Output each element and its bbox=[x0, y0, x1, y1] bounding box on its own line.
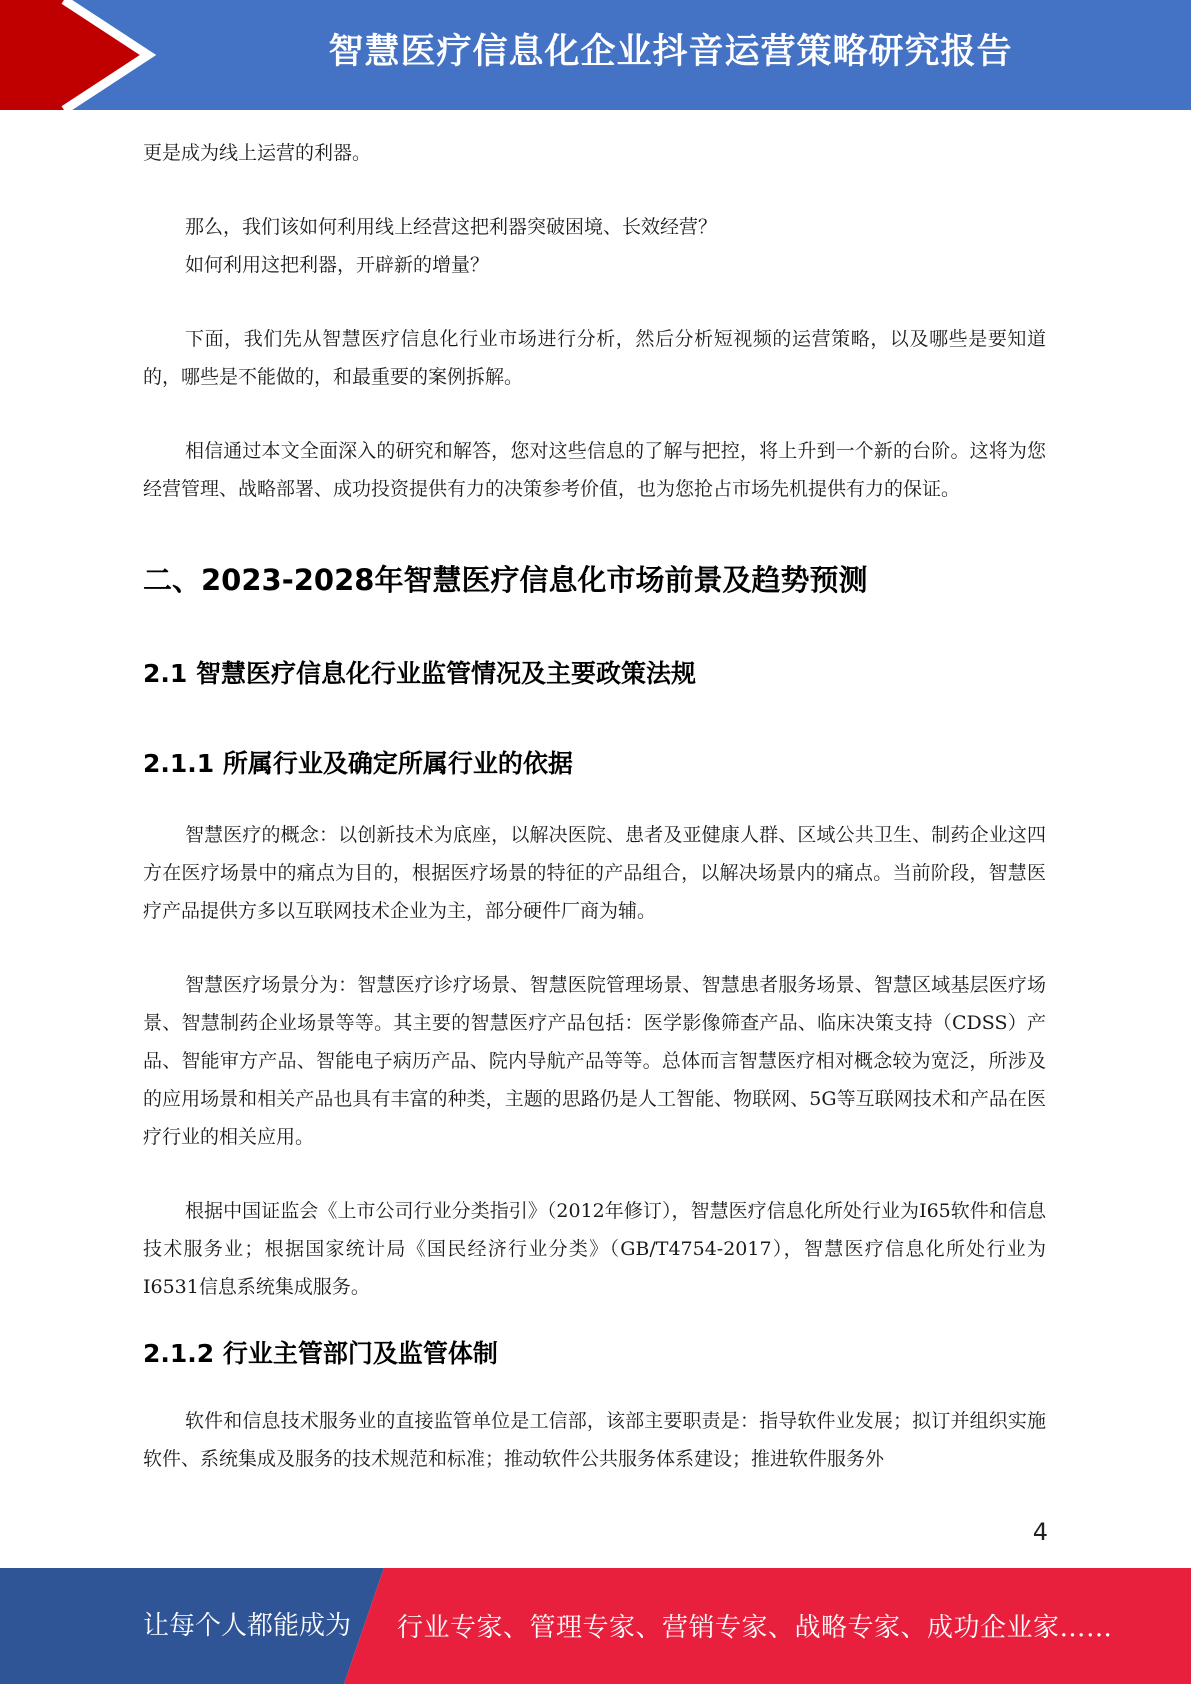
paragraph: 智慧医疗场景分为：智慧医疗诊疗场景、智慧医院管理场景、智慧患者服务场景、智慧区域基层医疗场景、智慧制药企业场景等等。其主要的智慧医疗产品包括：医学影像筛查产品、临床决策支持（CDSS）产品、智能审方产品、智能电子病历产品、院内导航产品等等。总体而言智慧医疗相对概念较为宽泛，所涉及的应用场景和相关产品也具有丰富的种类，主题的思路仍是人工智能、物联网、5G等互联网技术和产品在医疗行业的相关应用。 bbox=[143, 974, 1046, 1148]
document-body bbox=[143, 134, 1046, 1478]
page-number: 4 bbox=[1032, 1518, 1048, 1546]
page-footer bbox=[0, 1568, 1191, 1684]
page-header bbox=[0, 0, 1191, 110]
subsection-heading: 2.1.2 行业主管部门及监管体制 bbox=[143, 1339, 498, 1368]
paragraph: 下面，我们先从智慧医疗信息化行业市场进行分析，然后分析短视频的运营策略，以及哪些是要知道的，哪些是不能做的，和最重要的案例拆解。 bbox=[143, 328, 1046, 388]
paragraph: 如何利用这把利器，开辟新的增量？ bbox=[185, 254, 490, 276]
report-title: 智慧医疗信息化企业抖音运营策略研究报告 bbox=[328, 32, 1013, 72]
subsection-heading: 2.1.1 所属行业及确定所属行业的依据 bbox=[143, 749, 573, 778]
paragraph: 软件和信息技术服务业的直接监管单位是工信部，该部主要职责是：指导软件业发展；拟订并组织实施软件、系统集成及服务的技术规范和标准；推动软件公共服务体系建设；推进软件服务外 bbox=[143, 1410, 1046, 1470]
footer-slogan: 让每个人都能成为 bbox=[143, 1611, 352, 1641]
paragraph: 那么，我们该如何利用线上经营这把利器突破困境、长效经营？ bbox=[185, 216, 718, 238]
paragraph: 根据中国证监会《上市公司行业分类指引》（2012年修订），智慧医疗信息化所处行业为I65软件和信息技术服务业；根据国家统计局《国民经济行业分类》（GB/T4754-2017），智慧医疗信息化所处行业为I6531信息系统集成服务。 bbox=[143, 1200, 1046, 1298]
paragraph: 更是成为线上运营的利器。 bbox=[143, 142, 372, 164]
footer-tagline: 行业专家、管理专家、营销专家、战略专家、成功企业家…… bbox=[397, 1613, 1113, 1643]
paragraph: 智慧医疗的概念：以创新技术为底座，以解决医院、患者及亚健康人群、区域公共卫生、制药企业这四方在医疗场景中的痛点为目的，根据医疗场景的特征的产品组合，以解决场景内的痛点。当前阶段，智慧医疗产品提供方多以互联网技术企业为主，部分硬件厂商为辅。 bbox=[143, 824, 1046, 922]
paragraph: 相信通过本文全面深入的研究和解答，您对这些信息的了解与把控，将上升到一个新的台阶。这将为您经营管理、战略部署、成功投资提供有力的决策参考价值，也为您抢占市场先机提供有力的保证。 bbox=[143, 440, 1046, 500]
subsection-heading: 2.1 智慧医疗信息化行业监管情况及主要政策法规 bbox=[143, 659, 696, 688]
section-heading: 二、2023-2028年智慧医疗信息化市场前景及趋势预测 bbox=[143, 563, 868, 597]
